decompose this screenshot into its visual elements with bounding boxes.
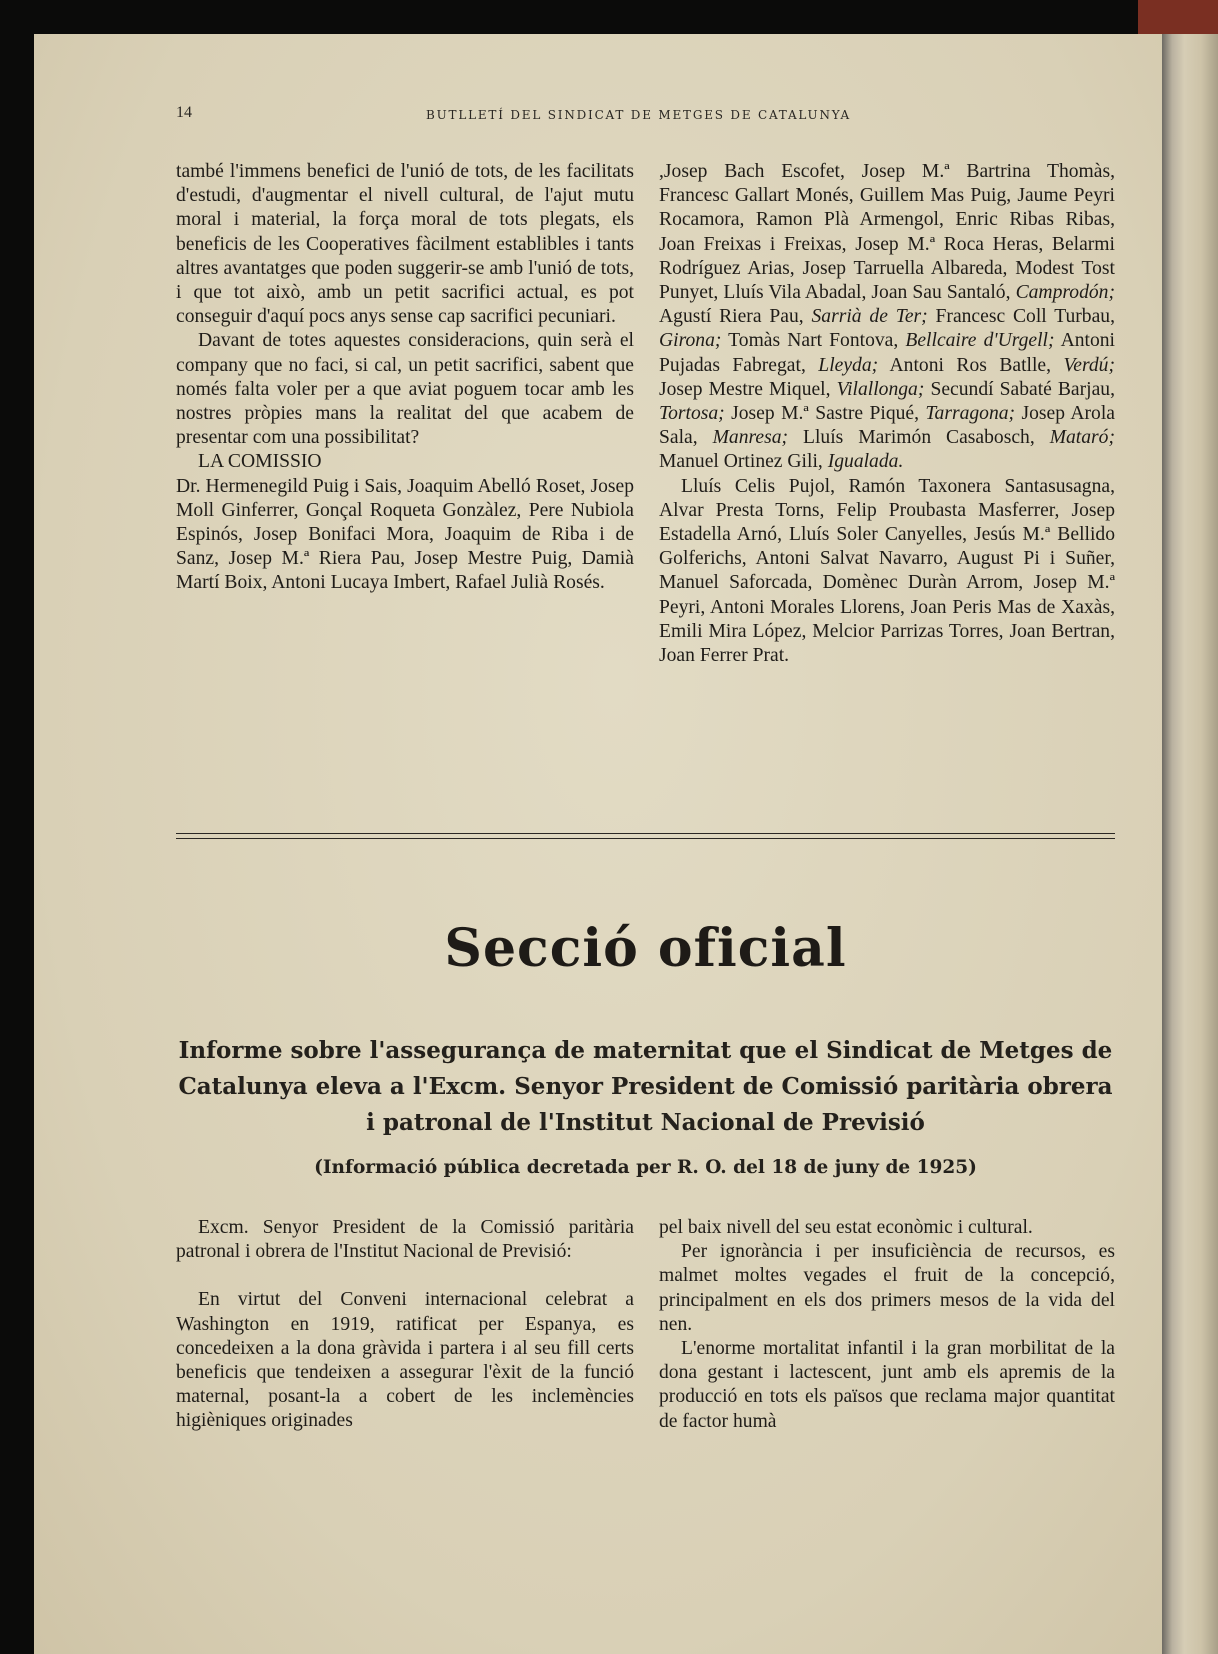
page-number: 14 bbox=[176, 104, 192, 121]
text-run: Antoni Ros Batlle, bbox=[889, 354, 1052, 376]
paragraph bbox=[659, 160, 1115, 475]
text-run: Tomàs Nart Fontova, bbox=[728, 330, 899, 352]
place-name: Mataró; bbox=[1049, 427, 1115, 449]
paragraph: Per ignorància i per insuficiència de recursos, es malmet moltes vegades el fruit de la concepció, principalment en els dos primers mesos de la vida del nen. bbox=[659, 1241, 1115, 1335]
paragraph: L'enorme mortalitat infantil i la gran morbilitat de la dona gestant i lactescent, junt amb els apremis de la producció en tots els països que reclama major quantitat de factor humà bbox=[659, 1338, 1115, 1432]
text-run: Manuel Ortinez Gili, bbox=[659, 451, 823, 473]
right-column bbox=[659, 160, 1115, 668]
edge-strip bbox=[1138, 0, 1218, 34]
text-run: Agustí Riera Pau, bbox=[659, 306, 804, 328]
place-name: Tortosa; bbox=[659, 403, 725, 425]
paragraph: pel baix nivell del seu estat econòmic i cultural. bbox=[659, 1217, 1033, 1238]
paragraph: Davant de totes aquestes consideracions, quin serà el company que no faci, si cal, un petit sacrifici, sabent que només falta voler per a que aviat poguem tocar amb les nostres pròpies mans la realitat del que acabem de presentar com una possibilitat? bbox=[176, 330, 634, 449]
paragraph: En virtut del Conveni internacional celebrat a Washington en 1919, ratificat per Espanya, es concedeixen a la dona gràvida i partera i al seu fill certs beneficis que tendeixen a assegurar l'èxit de la funció maternal, posant-la a cobert de les inclemències higièniques originades bbox=[176, 1289, 634, 1432]
text-run: Francesc Coll Turbau, bbox=[935, 306, 1115, 328]
text-run: Josep Arola Sala, bbox=[659, 403, 1115, 449]
paragraph: Lluís Celis Pujol, Ramón Taxonera Santasusagna, Alvar Presta Torns, Felip Proubasta Masferrer, Josep Estadella Arnó, Lluís Soler Canyelles, Jesús M.ª Bellido Golferichs, Antoni Salvat Navarro, August Pi i Suñer, Manuel Saforcada, Domènec Duràn Arrom, Josep M.ª Peyri, Antoni Morales Llorens, Joan Peris Mas de Xaxàs, Emili Mira López, Melcior Parrizas Torres, Joan Bertran, Joan Ferrer Prat. bbox=[659, 475, 1115, 667]
report-title: Informe sobre l'assegurança de maternitat que el Sindicat de Metges de Catalunya eleva a l'Excm. Senyor President de Comissió paritària obrera i patronal de l'Institut Nacional de Previsió bbox=[178, 1037, 1113, 1136]
body-left-column bbox=[176, 1216, 634, 1434]
place-name: Sarrià de Ter; bbox=[811, 306, 928, 328]
section-title: Secció oficial bbox=[444, 918, 847, 979]
running-title: BUTLLETÍ DEL SINDICAT DE METGES DE CATALUNYA bbox=[426, 108, 851, 122]
page-header bbox=[176, 104, 1116, 126]
text-run: Antoni Pujadas Fabregat, bbox=[659, 330, 1115, 376]
paragraph: també l'immens benefici de l'unió de tots, de les facilitats d'estudi, d'augmentar el nivell cultural, de l'ajut mutu moral i material, la força moral de tots plegats, els beneficis de les Cooperatives fàcilment establibles i tants altres avantatges que poden suggerir-se amb l'unió de tots, i que tot això, amb un petit sacrifici actual, es pot conseguir d'aquí pocs anys sense cap sacrifici pecuniari. bbox=[176, 161, 634, 328]
report-subtitle: (Informació pública decretada per R. O. del 18 de juny de 1925) bbox=[314, 1157, 977, 1178]
place-name: Igualada. bbox=[827, 451, 904, 473]
place-name: Manresa; bbox=[712, 427, 789, 449]
place-name: Girona; bbox=[659, 330, 722, 352]
place-name: Lleyda; bbox=[818, 354, 879, 376]
place-name: Bellcaire d'Urgell; bbox=[905, 330, 1055, 352]
body-right-column bbox=[659, 1216, 1115, 1434]
signature: LA COMISSIO bbox=[198, 451, 322, 473]
book-spine bbox=[1162, 34, 1218, 1654]
paragraph: Dr. Hermenegild Puig i Sais, Joaquim Abelló Roset, Josep Moll Ginferrer, Gonçal Roqueta Gonzàlez, Pere Nubiola Espinós, Josep Bonifaci Mora, Joaquim de Riba i de Sanz, Josep M.ª Riera Pau, Josep Mestre Puig, Damià Martí Boix, Antoni Lucaya Imbert, Rafael Julià Rosés. bbox=[176, 475, 634, 594]
text-run: Secundí Sabaté Barjau, bbox=[930, 378, 1115, 400]
text-run: Lluís Marimón Casabosch, bbox=[802, 427, 1035, 449]
place-name: Tarragona; bbox=[925, 403, 1016, 425]
left-column bbox=[176, 160, 634, 596]
section-divider bbox=[176, 833, 1115, 839]
text-run: Josep Mestre Miquel, bbox=[659, 378, 831, 400]
place-name: Vilallonga; bbox=[836, 378, 925, 400]
text-run: ,Josep Bach Escofet, Josep M.ª Bartrina Thomàs, Francesc Gallart Monés, Guillem Mas Puig, Jaume Peyri Rocamora, Ramon Plà Armengol, Enric Ribas Ribas, Joan Freixas i Freixas, Josep M.ª Roca Heras, Belarmi Rodríguez Arias, Josep Tarruella Albareda, Modest Tost Punyet, Lluís Vila Abadal, Joan Sau Santaló, bbox=[659, 161, 1115, 304]
text-run: Josep M.ª Sastre Piqué, bbox=[731, 403, 920, 425]
salutation: Excm. Senyor President de la Comissió paritària patronal i obrera de l'Institut Nacional de Previsió: bbox=[176, 1217, 634, 1263]
place-name: Verdú; bbox=[1063, 354, 1115, 376]
place-name: Camprodón; bbox=[1015, 282, 1115, 304]
